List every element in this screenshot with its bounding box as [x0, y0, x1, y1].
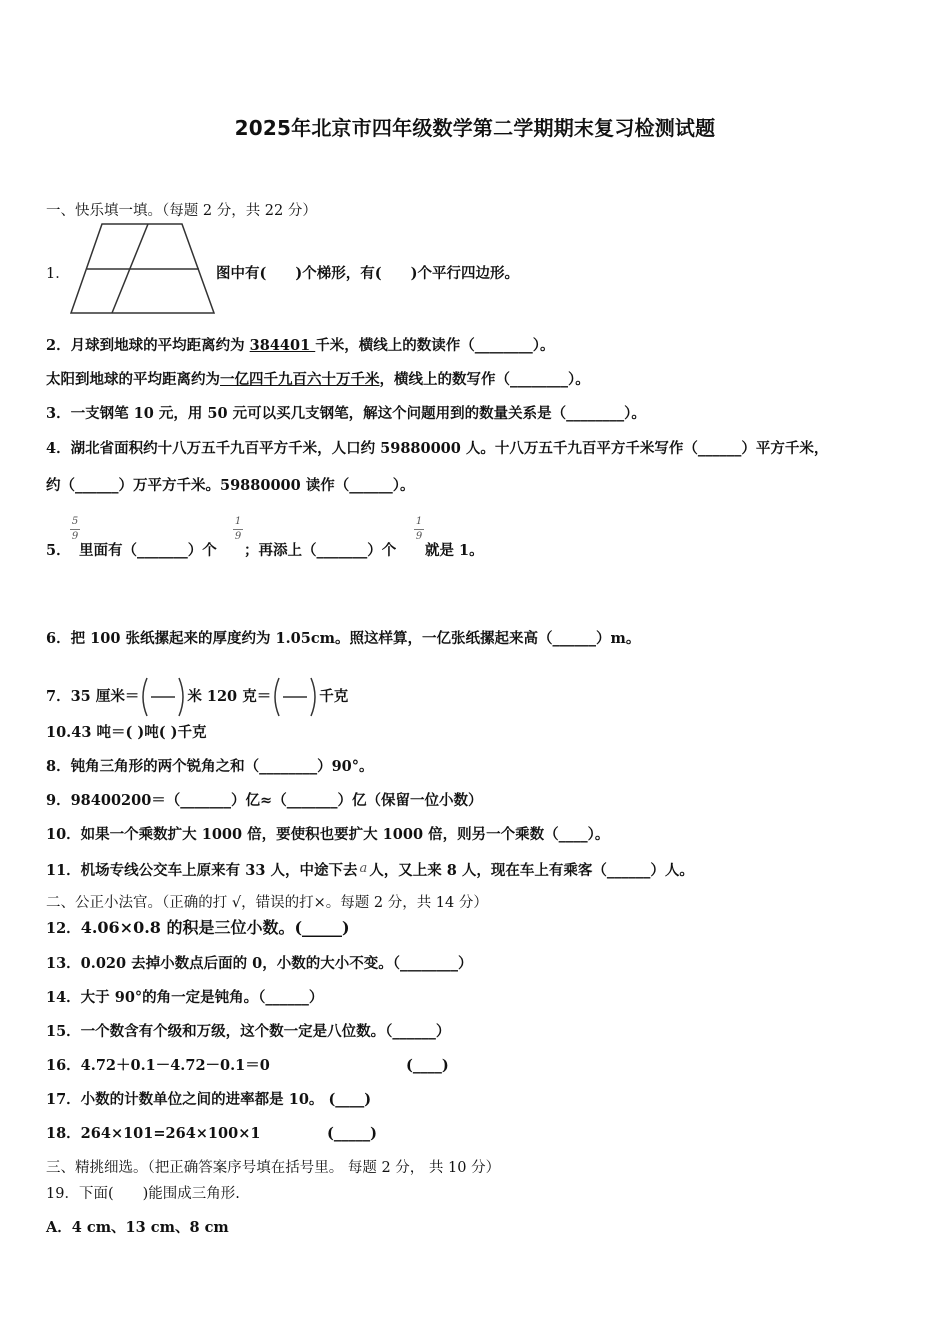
q5-part2: ；再添上（_______）个 — [244, 542, 397, 559]
q11-pre: 11．机场专线公交车上原来有 33 人，中途下去 — [46, 862, 358, 879]
q6-text: 6．把 100 张纸摞起来的厚度约为 1.05cm。照这样算，一亿张纸摞起来高（______）m。 — [46, 630, 641, 647]
q10-text: 10．如果一个乘数扩大 1000 倍，要使积也要扩大 1000 倍，则另一个乘数（____）。 — [46, 826, 610, 843]
q12-line — [46, 918, 350, 939]
q7-pre: 7．35 厘米＝ — [46, 688, 140, 705]
q5-frac2-num: 1 — [234, 516, 242, 527]
q19-option-a: A．4 cm、13 cm、8 cm — [46, 1219, 229, 1236]
q5-frac1-num: 5 — [71, 516, 79, 527]
q1-text: 图中有( )个梯形，有( )个平行四边形。 — [216, 265, 519, 282]
q1-number: 1． — [46, 266, 70, 282]
q7-blank-2 — [271, 676, 319, 718]
section-1-heading: 一、快乐填一填。（每题 2 分，共 22 分） — [46, 203, 317, 219]
q7-post: 千克 — [319, 688, 349, 705]
q2-line2-post: ，横线上的数写作（________）。 — [379, 371, 590, 388]
q4-line1: 4．湖北省面积约十八万五千九百平方千米，人口约 59880000 人。十八万五千九百平方千米写作（______）平方千米， — [46, 440, 829, 457]
q2-line1-pre: 2．月球到地球的平均距离约为 — [46, 337, 250, 354]
q2-line1-post: 千米，横线上的数读作（________）。 — [315, 337, 555, 354]
q2-underlined-words: 一亿四千九百六十万千米 — [220, 371, 380, 388]
page-title: 2025年北京市四年级数学第二学期期末复习检测试题 — [234, 116, 716, 140]
q18-text: 18．264×101=264×100×1 — [46, 1125, 261, 1142]
q2-line2 — [46, 370, 590, 390]
q5-fraction-1 — [70, 516, 80, 543]
q18-answer: (_____) — [327, 1125, 377, 1142]
q5-frac2-den: 9 — [234, 531, 242, 542]
q2-line1 — [46, 336, 554, 356]
q13-text: 13．0.020 去掉小数点后面的 0，小数的大小不变。（________） — [46, 955, 473, 972]
q15-text: 15．一个数含有个级和万级，这个数一定是八位数。（______） — [46, 1023, 451, 1040]
q5-number: 5． — [46, 542, 71, 559]
q12-number: 12． — [46, 920, 81, 937]
q9-text: 9．98400200＝（_______）亿≈（_______）亿（保留一位小数） — [46, 792, 483, 809]
section-3-heading: 三、精挑细选。（把正确答案序号填在括号里。 每题 2 分， 共 10 分） — [46, 1160, 501, 1176]
q5-frac1-den: 9 — [71, 531, 79, 542]
q3-text: 3．一支钢笔 10 元，用 50 元可以买几支钢笔，解这个问题用到的数量关系是（________）。 — [46, 405, 646, 422]
q16-text: 16．4.72＋0.1－4.72－0.1＝0 — [46, 1057, 270, 1074]
q5-frac3-num: 1 — [415, 516, 423, 527]
q11-text — [46, 859, 694, 881]
q5-fraction-3 — [414, 516, 424, 543]
q5-part3: 就是 1。 — [425, 542, 484, 559]
q19-text: 19．下面( )能围成三角形. — [46, 1186, 240, 1202]
q2-underlined-number: 384401 — [249, 337, 316, 354]
q11-post: 人，又上来 8 人，现在车上有乘客（______）人。 — [369, 862, 694, 879]
q7-mid: 米 120 克＝ — [187, 688, 272, 705]
q4-line2: 约（______）万平方千米。59880000 读作（______）。 — [46, 477, 415, 494]
q7-line2: 10.43 吨＝( )吨( )千克 — [46, 724, 207, 741]
q2-line2-pre: 太阳到地球的平均距离约为 — [46, 371, 220, 388]
q14-text: 14．大于 90°的角一定是钝角。（______） — [46, 989, 324, 1006]
q12-text: 4.06×0.8 的积是三位小数。(_____) — [80, 918, 350, 937]
q16-answer: (____) — [406, 1057, 449, 1074]
q17-text: 17．小数的计数单位之间的进率都是 10。 (____) — [46, 1091, 372, 1108]
section-2-heading: 二、公正小法官。（正确的打 √，错误的打×。每题 2 分，共 14 分） — [46, 895, 488, 911]
q5-fraction-2 — [233, 516, 243, 543]
q11-variable: a — [359, 861, 368, 876]
q5-frac3-den: 9 — [415, 531, 423, 542]
q7-line1 — [46, 676, 348, 718]
trapezoid-figure — [68, 222, 216, 316]
q7-blank-1 — [139, 676, 187, 718]
q8-text: 8．钝角三角形的两个锐角之和（________）90°。 — [46, 758, 374, 775]
q5-part1: 里面有（_______）个 — [79, 542, 217, 559]
